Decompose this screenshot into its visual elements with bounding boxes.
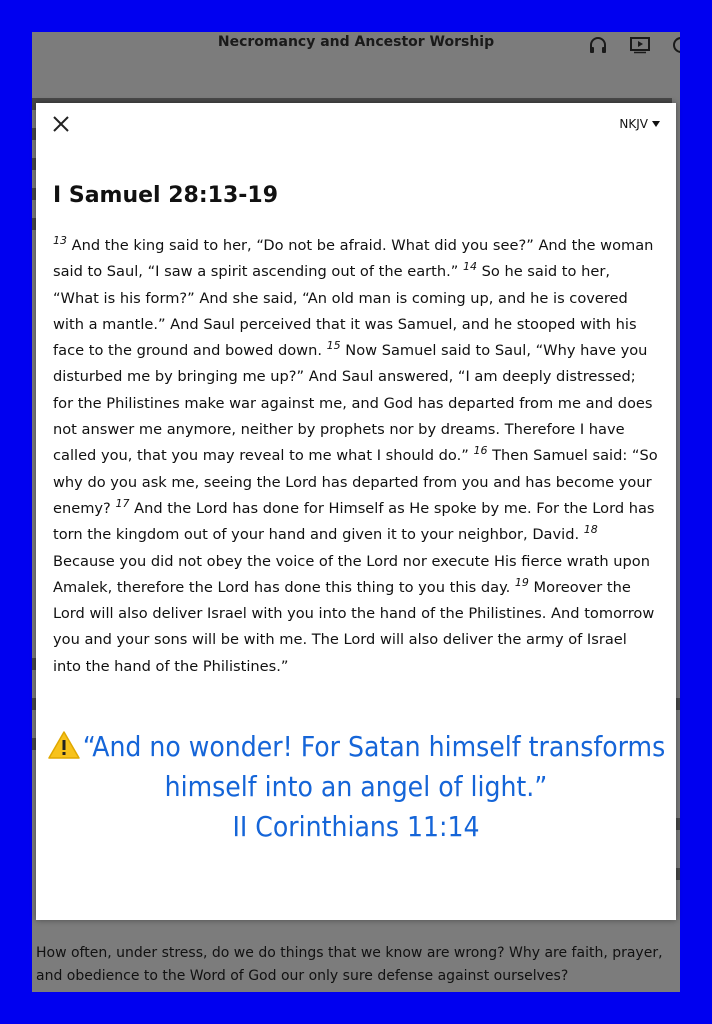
verse-text: And the king said to her, “Do not be afraid. What did you see?” And the woman said to Saul, “I saw a spirit ascending out of the earth.”	[53, 237, 654, 281]
background-paragraph: How often, under stress, do we do things that we know are wrong? Why are faith, prayer, and obedience to the Word of God our only sure defense against ourselves?	[36, 945, 663, 984]
passage-title: I Samuel 28:13-19	[53, 183, 279, 208]
verse-number: 17	[115, 497, 130, 511]
headphones-icon[interactable]	[588, 36, 608, 54]
verse-text: Moreover the Lord will also deliver Israel with you into the hand of the Philistines. And tomorrow you and your sons will be with me. The Lord will also deliver the army of Israel into the hand of the Philistines.”	[53, 578, 655, 675]
chevron-down-icon	[652, 121, 660, 127]
verse-text: Now Samuel said to Saul, “Why have you disturbed me by bringing me up?” And Saul answered, “I am deeply distressed; for the Philistines make war against me, and God has departed from me and does not answer me anymore, neither by prophets nor by dreams. Therefore I have called you, that you may reveal to me what I should do.”	[53, 342, 653, 465]
scripture-modal	[36, 103, 676, 920]
close-icon[interactable]	[50, 113, 72, 135]
verse-text: Because you did not obey the voice of the Lord nor execute His fierce wrath upon Amalek, therefore the Lord has done this thing to you this day.	[53, 552, 650, 596]
quote-line-1	[36, 727, 676, 767]
more-icon[interactable]	[672, 36, 680, 54]
version-label: NKJV	[619, 117, 648, 131]
verse-number: 13	[53, 234, 67, 248]
verse-text: So he said to her, “What is his form?” And she said, “An old man is coming up, and he is covered with a mantle.” And Saul perceived that it was Samuel, and he stooped with his face to the ground and bowed down.	[53, 263, 637, 360]
warning-quote	[36, 727, 676, 847]
verse-number: 14	[462, 260, 477, 274]
verse-number: 15	[326, 339, 341, 353]
quote-line-2: himself into an angel of light.”	[164, 770, 548, 803]
video-icon[interactable]	[630, 36, 650, 54]
verse-text: And the Lord has done for Himself as He spoke by me. For the Lord has torn the kingdom out of your hand and given it to your neighbor, David.	[53, 499, 655, 544]
quote-text-1: “And no wonder! For Satan himself transforms	[82, 730, 666, 763]
verse-number: 16	[473, 444, 488, 458]
app-header	[32, 32, 680, 56]
passage-text	[53, 233, 659, 680]
verse-number: 19	[514, 576, 529, 589]
quote-reference: II Corinthians 11:14	[232, 810, 480, 843]
warning-icon	[47, 730, 81, 760]
verse-number: 18	[583, 523, 598, 537]
version-selector[interactable]	[619, 117, 660, 131]
app-title: Necromancy and Ancestor Worship	[217, 34, 495, 50]
verse-text: Then Samuel said: “So why do you ask me, seeing the Lord has departed from you and has become your enemy?	[53, 447, 658, 517]
